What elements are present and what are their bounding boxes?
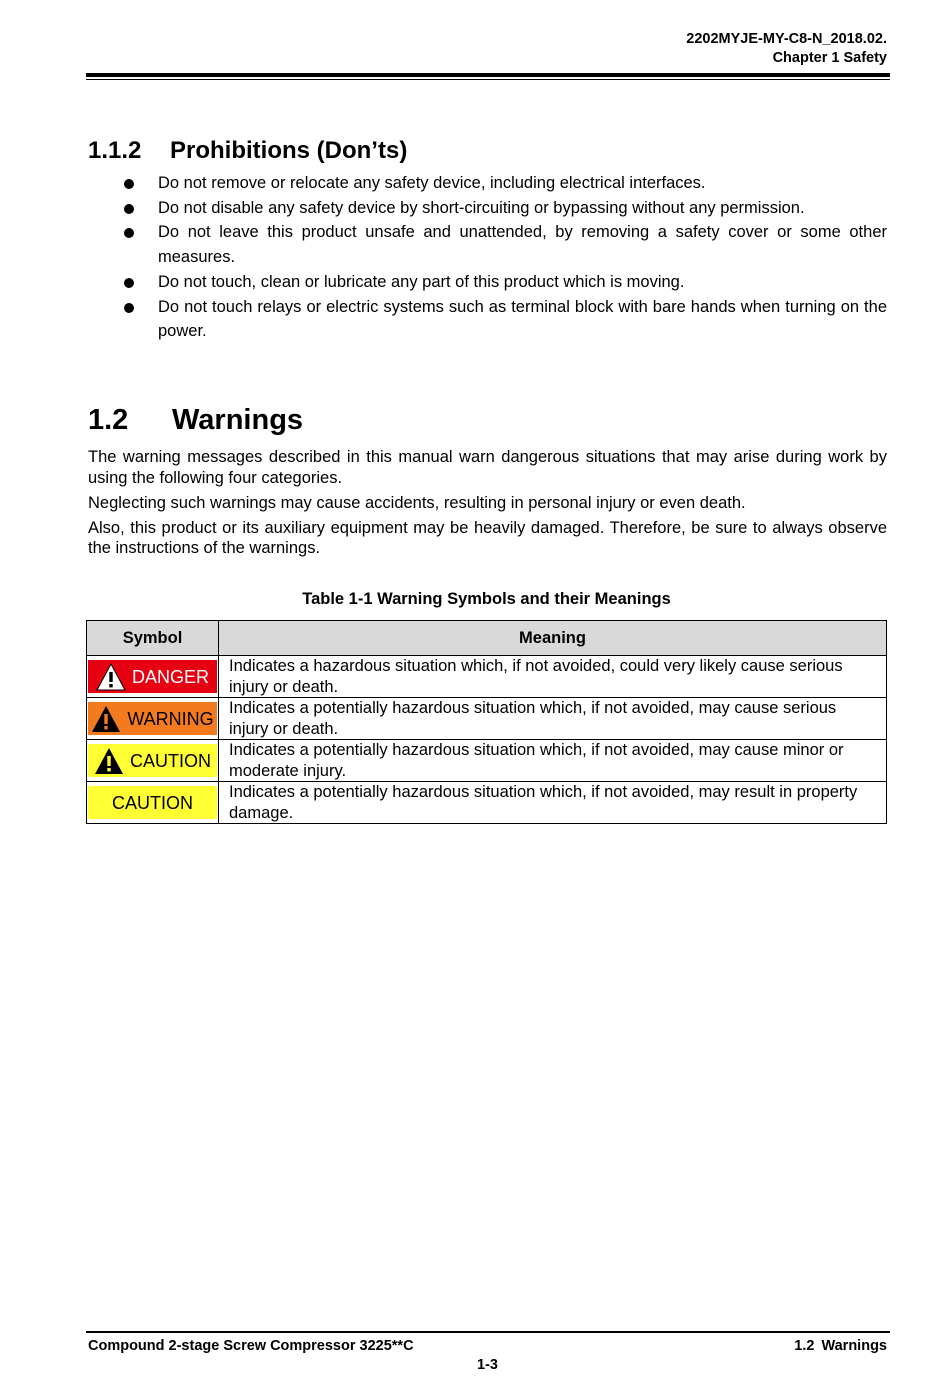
footer-product-title: Compound 2-stage Screw Compressor 3225**C [88, 1338, 414, 1354]
section-number: 1.2 [88, 404, 129, 436]
table-row [87, 698, 887, 740]
sign-label: CAUTION [112, 792, 193, 813]
warning-triangle-icon [91, 705, 121, 733]
section-heading-prohibitions [88, 136, 407, 166]
footer-section: 1.2 Warnings [794, 1338, 887, 1354]
list-item: Do not disable any safety device by short-circuiting or bypassing without any permission. [88, 196, 887, 221]
warning-symbols-table [86, 620, 887, 824]
meaning-cell: Indicates a potentially hazardous situation which, if not avoided, may result in property damage. [219, 782, 887, 824]
paragraph: Neglecting such warnings may cause accidents, resulting in personal injury or even death. [88, 493, 746, 512]
sign-label: CAUTION [130, 750, 211, 771]
list-item: Do not remove or relocate any safety device, including electrical interfaces. [88, 171, 887, 196]
section-title: Prohibitions (Don’ts) [170, 137, 408, 164]
paragraph: The warning messages described in this manual warn dangerous situations that may arise during work by using the following four categories. [88, 448, 887, 487]
meaning-cell: Indicates a potentially hazardous situation which, if not avoided, may cause serious injury or death. [219, 698, 887, 740]
meaning-cell: Indicates a potentially hazardous situation which, if not avoided, may cause minor or moderate injury. [219, 740, 887, 782]
danger-sign [88, 660, 217, 693]
column-header-symbol: Symbol [87, 621, 219, 656]
column-header-meaning: Meaning [219, 621, 887, 656]
bullet-icon [124, 204, 134, 214]
warning-triangle-icon [96, 663, 126, 691]
table-header-row [87, 621, 887, 656]
chapter-title: Chapter 1 Safety [772, 50, 887, 66]
list-item: Do not touch relays or electric systems such as terminal block with bare hands when turning on the power. [88, 295, 887, 344]
header-rule-thin [86, 79, 890, 80]
footer-rule [86, 1331, 890, 1333]
table-caption: Table 1-1 Warning Symbols and their Meanings [302, 590, 671, 608]
table-row [87, 740, 887, 782]
document-id: 2202MYJE-MY-C8-N_2018.02. [686, 31, 887, 47]
table-row [87, 656, 887, 698]
bullet-icon [124, 228, 134, 238]
sign-label: WARNING [127, 708, 214, 729]
sign-label: DANGER [131, 666, 209, 687]
page-header [86, 30, 887, 68]
header-rule [86, 73, 890, 77]
caution-notice-sign [88, 786, 217, 819]
paragraph: Also, this product or its auxiliary equipment may be heavily damaged. Therefore, be sure to always observe the instructions of the warnings. [88, 518, 887, 557]
meaning-cell: Indicates a hazardous situation which, if not avoided, could very likely cause serious injury or death. [219, 656, 887, 698]
bullet-icon [124, 179, 134, 189]
prohibitions-list [88, 171, 887, 344]
warning-triangle-icon [94, 747, 124, 775]
bullet-icon [124, 278, 134, 288]
page-number: 1-3 [477, 1357, 498, 1373]
section-title: Warnings [172, 404, 304, 436]
warning-sign [88, 702, 217, 735]
bullet-icon [124, 303, 134, 313]
list-item: Do not touch, clean or lubricate any part of this product which is moving. [88, 270, 887, 295]
section-number: 1.1.2 [88, 137, 142, 164]
table-row [87, 782, 887, 824]
list-item: Do not leave this product unsafe and unattended, by removing a safety cover or some other measures. [88, 220, 887, 269]
warnings-intro [88, 447, 887, 563]
section-heading-warnings [88, 402, 303, 438]
caution-sign [88, 744, 217, 777]
